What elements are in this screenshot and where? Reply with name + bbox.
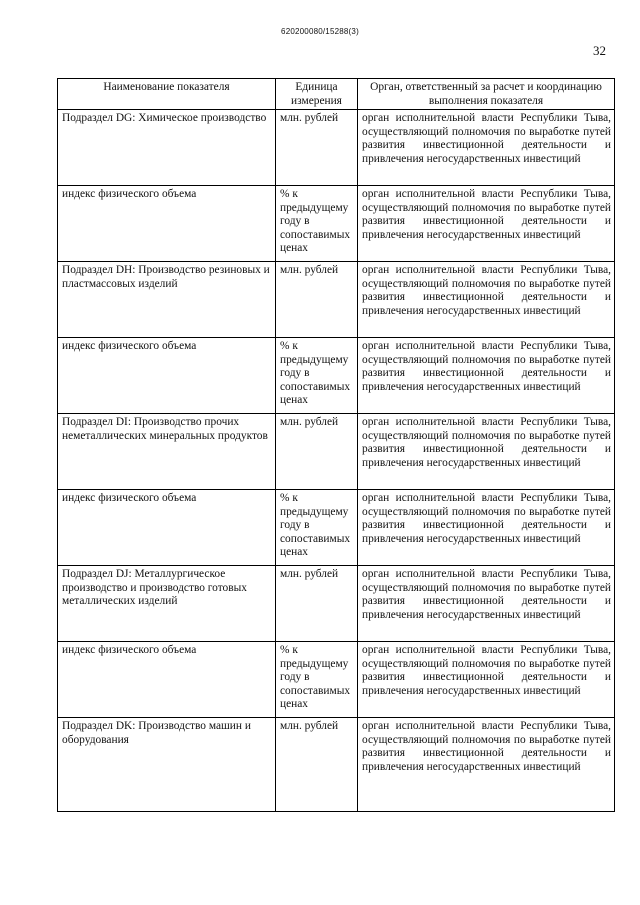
unit-cell: % к предыдущему году в сопоставимых ценах xyxy=(276,338,358,414)
indicator-name-cell: индекс физического объема xyxy=(58,490,276,566)
unit-cell: млн. рублей xyxy=(276,566,358,642)
indicator-name-cell: индекс физического объема xyxy=(58,186,276,262)
responsible-body-cell: орган исполнительной власти Республики Тыва, осуществляющий полномочия по выработке путей развития инвестиционной деятельности и привлечения негосударственных инвестиций xyxy=(358,186,615,262)
responsible-body-cell: орган исполнительной власти Республики Тыва, осуществляющий полномочия по выработке путей развития инвестиционной деятельности и привлечения негосударственных инвестиций xyxy=(358,718,615,812)
indicators-table xyxy=(57,78,615,812)
unit-cell: % к предыдущему году в сопоставимых ценах xyxy=(276,490,358,566)
responsible-body-cell: орган исполнительной власти Республики Тыва, осуществляющий полномочия по выработке путей развития инвестиционной деятельности и привлечения негосударственных инвестиций xyxy=(358,262,615,338)
responsible-body-cell: орган исполнительной власти Республики Тыва, осуществляющий полномочия по выработке путей развития инвестиционной деятельности и привлечения негосударственных инвестиций xyxy=(358,642,615,718)
indicator-name-cell: Подраздел DK: Производство машин и оборудования xyxy=(58,718,276,812)
table-row xyxy=(58,338,615,414)
unit-cell: млн. рублей xyxy=(276,262,358,338)
table-row xyxy=(58,718,615,812)
table-row xyxy=(58,566,615,642)
responsible-body-cell: орган исполнительной власти Республики Тыва, осуществляющий полномочия по выработке путей развития инвестиционной деятельности и привлечения негосударственных инвестиций xyxy=(358,110,615,186)
table-row xyxy=(58,110,615,186)
page-number: 32 xyxy=(593,43,606,58)
responsible-body-cell: орган исполнительной власти Республики Тыва, осуществляющий полномочия по выработке путей развития инвестиционной деятельности и привлечения негосударственных инвестиций xyxy=(358,490,615,566)
indicator-name-cell: Подраздел DH: Производство резиновых и пластмассовых изделий xyxy=(58,262,276,338)
table-row xyxy=(58,414,615,490)
column-header-name: Наименование показателя xyxy=(58,79,276,110)
unit-cell: % к предыдущему году в сопоставимых ценах xyxy=(276,642,358,718)
document-id: 620200080/15288(3) xyxy=(281,27,359,36)
indicator-name-cell: индекс физического объема xyxy=(58,642,276,718)
responsible-body-cell: орган исполнительной власти Республики Тыва, осуществляющий полномочия по выработке путей развития инвестиционной деятельности и привлечения негосударственных инвестиций xyxy=(358,414,615,490)
table-row xyxy=(58,490,615,566)
unit-cell: % к предыдущему году в сопоставимых ценах xyxy=(276,186,358,262)
unit-cell: млн. рублей xyxy=(276,414,358,490)
unit-cell: млн. рублей xyxy=(276,718,358,812)
responsible-body-cell: орган исполнительной власти Республики Тыва, осуществляющий полномочия по выработке путей развития инвестиционной деятельности и привлечения негосударственных инвестиций xyxy=(358,338,615,414)
table-header-row xyxy=(58,79,615,110)
column-header-unit: Единица измерения xyxy=(276,79,358,110)
table-row xyxy=(58,262,615,338)
indicator-name-cell: Подраздел DJ: Металлургическое производство и производство готовых металлических изделий xyxy=(58,566,276,642)
indicator-name-cell: индекс физического объема xyxy=(58,338,276,414)
responsible-body-cell: орган исполнительной власти Республики Тыва, осуществляющий полномочия по выработке путей развития инвестиционной деятельности и привлечения негосударственных инвестиций xyxy=(358,566,615,642)
table-row xyxy=(58,642,615,718)
column-header-responsible-body: Орган, ответственный за расчет и координацию выполнения показателя xyxy=(358,79,615,110)
table-row xyxy=(58,186,615,262)
unit-cell: млн. рублей xyxy=(276,110,358,186)
indicator-name-cell: Подраздел DG: Химическое производство xyxy=(58,110,276,186)
indicator-name-cell: Подраздел DI: Производство прочих неметаллических минеральных продуктов xyxy=(58,414,276,490)
